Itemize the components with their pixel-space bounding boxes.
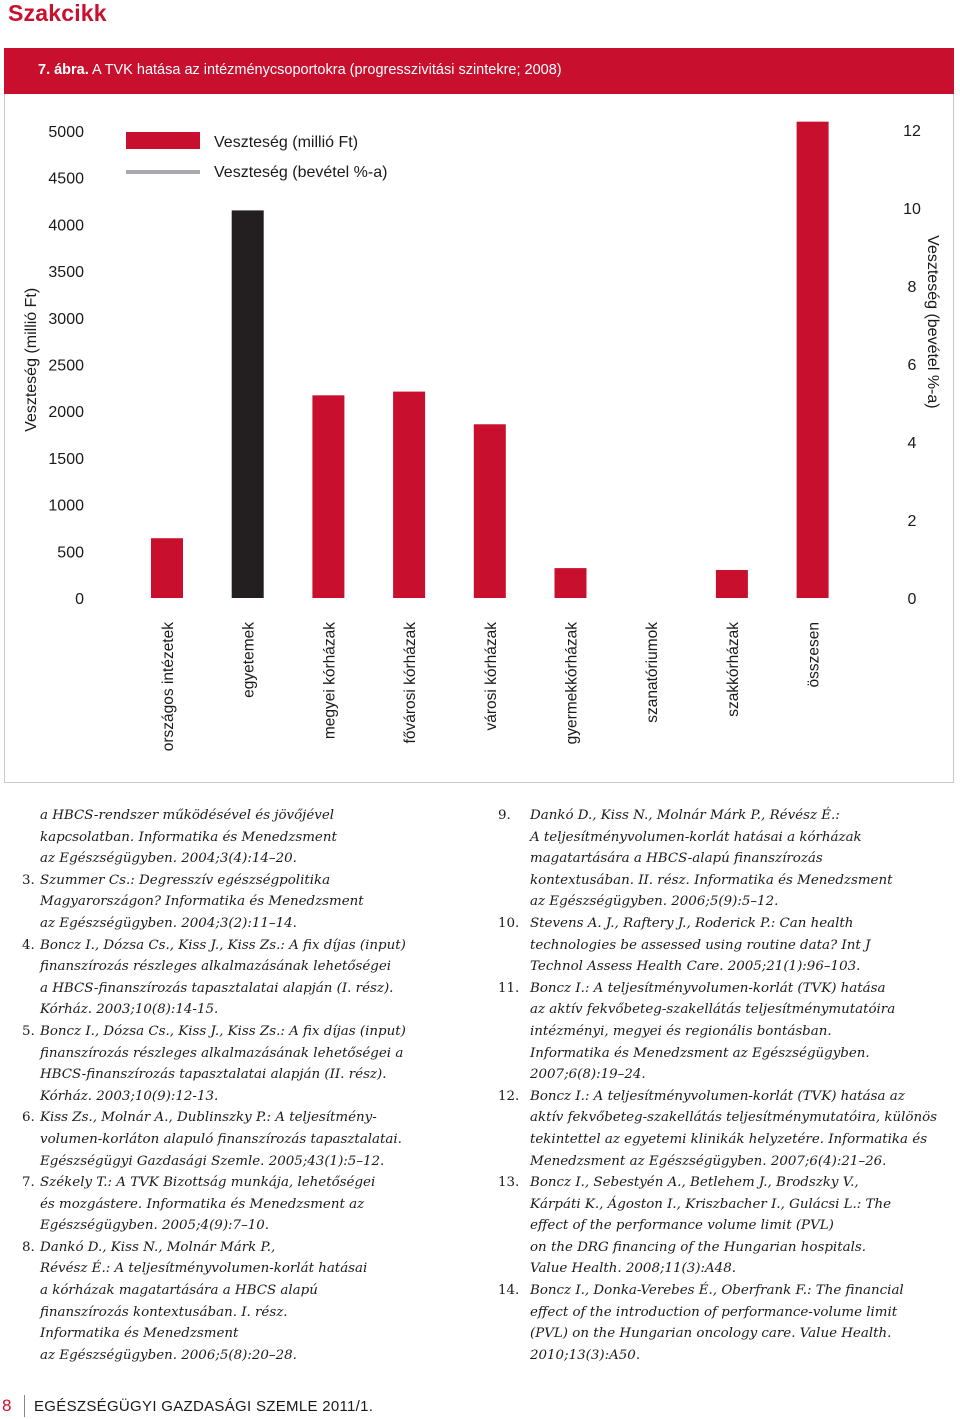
- reference-line: Kárpáti K., Ágoston I., Kriszbacher I., Gulácsi L.: The: [530, 1196, 892, 1212]
- reference-line: Technol Assess Health Care. 2005;21(1):96–103.: [530, 959, 861, 975]
- y2-tick-label: 12: [903, 123, 921, 140]
- reference-line: Révész É.: A teljesítményvolumen-korlát hatásai: [40, 1261, 368, 1277]
- reference-line: finanszírozás kontextusában. I. rész.: [40, 1304, 288, 1320]
- reference-number: 3.: [22, 872, 35, 888]
- reference-item: [22, 1107, 462, 1172]
- reference-number: 5.: [22, 1023, 35, 1039]
- page-number: 8: [2, 1396, 12, 1415]
- reference-line: és mozgástere. Informatika és Menedzsment az: [40, 1196, 365, 1212]
- reference-number: 8.: [22, 1239, 35, 1255]
- reference-line: az Egészségügyben. 2006;5(8):20–28.: [40, 1347, 297, 1363]
- y-tick-label: 3500: [48, 264, 84, 282]
- reference-line: Menedzsment az Egészségügyben. 2007;6(4):21–26.: [530, 1153, 887, 1169]
- reference-line: az aktív fekvőbeteg-szakellátás teljesítménymutatóira: [530, 1002, 896, 1018]
- y2-tick-label: 4: [907, 435, 917, 452]
- reference-number: 14.: [498, 1283, 520, 1299]
- legend-label-line: Veszteség (bevétel %-a): [214, 164, 388, 181]
- legend-swatch-line: [126, 170, 200, 174]
- bar-8: [797, 122, 829, 598]
- reference-item: [22, 1021, 462, 1107]
- reference-item: [498, 1280, 958, 1366]
- reference-line: Boncz I., Dózsa Cs., Kiss J., Kiss Zs.: A fix díjas (input): [40, 937, 406, 953]
- category-label: gyermekkórházak: [563, 622, 581, 745]
- reference-item: [498, 978, 958, 1086]
- category-label: összesen: [805, 622, 823, 688]
- y2-tick-label: 10: [903, 201, 921, 218]
- category-label: városi kórházak: [482, 622, 500, 731]
- reference-line: az Egészségügyben. 2004;3(2):11–14.: [40, 915, 297, 931]
- y2-tick-label: 0: [907, 591, 917, 608]
- y-tick-label: 2500: [48, 357, 84, 375]
- bar-7: [716, 570, 748, 598]
- y-tick-label: 2000: [48, 404, 84, 422]
- reference-line: 2010;13(3):A50.: [530, 1347, 641, 1363]
- reference-line: 2007;6(8):19–24.: [530, 1067, 646, 1083]
- category-label: szakkórházak: [724, 622, 742, 717]
- reference-number: 4.: [22, 937, 35, 953]
- reference-item: [498, 805, 958, 913]
- reference-line: Kórház. 2003;10(9):12-13.: [40, 1088, 219, 1104]
- reference-item: [22, 805, 462, 870]
- bar-3: [393, 392, 425, 598]
- reference-line: A teljesítményvolumen-korlát hatásai a kórházak: [530, 829, 862, 845]
- y2-tick-label: 6: [907, 357, 917, 374]
- reference-line: Dankó D., Kiss N., Molnár Márk P., Révész É.:: [530, 808, 840, 823]
- category-label: megyei kórházak: [321, 622, 339, 740]
- reference-line: az Egészségügyben. 2006;5(9):5–12.: [530, 894, 779, 910]
- reference-line: (PVL) on the Hungarian oncology care. Value Health.: [530, 1326, 892, 1342]
- bar-5: [555, 568, 587, 598]
- reference-number: 6.: [22, 1110, 35, 1126]
- figure-caption-number: 7. ábra.: [38, 62, 89, 78]
- reference-line: volumen-korláton alapuló finanszírozás tapasztalatai.: [40, 1131, 402, 1147]
- reference-number: 7.: [22, 1175, 35, 1191]
- reference-line: Dankó D., Kiss N., Molnár Márk P.,: [40, 1239, 276, 1255]
- reference-line: kapcsolatban. Informatika és Menedzsment: [40, 829, 337, 845]
- reference-line: Value Health. 2008;11(3):A48.: [530, 1261, 736, 1277]
- references-right-column: [498, 805, 958, 1366]
- bar-2: [312, 395, 344, 598]
- reference-line: Magyarországon? Informatika és Menedzsment: [40, 894, 364, 910]
- reference-item: [498, 913, 958, 978]
- y-tick-label: 500: [57, 544, 84, 562]
- reference-item: [22, 1237, 462, 1367]
- reference-line: finanszírozás részleges alkalmazásának lehetőségei: [40, 959, 392, 975]
- legend-label-bar: Veszteség (millió Ft): [214, 134, 359, 151]
- reference-line: Boncz I.: A teljesítményvolumen-korlát (TVK) hatása: [530, 980, 886, 996]
- reference-line: Szummer Cs.: Degresszív egészségpolitika: [40, 872, 331, 888]
- reference-line: Egészségügyi Gazdasági Szemle. 2005;43(1):5–12.: [40, 1153, 385, 1169]
- reference-line: Boncz I., Sebestyén A., Betlehem J., Brodszky V.,: [530, 1175, 859, 1191]
- reference-item: [498, 1086, 958, 1172]
- reference-line: kontextusában. II. rész. Informatika és Menedzsment: [530, 872, 893, 888]
- bar-chart: [0, 95, 960, 780]
- y-axis-title: Veszteség (millió Ft): [23, 287, 40, 432]
- reference-line: technologies be assessed using routine data? Int J: [530, 937, 871, 953]
- reference-line: Kiss Zs., Molnár A., Dublinszky P.: A teljesítmény-: [40, 1110, 377, 1126]
- y2-tick-label: 2: [907, 513, 917, 530]
- reference-number: 11.: [498, 980, 520, 996]
- y-tick-label: 5000: [48, 124, 84, 141]
- reference-line: Boncz I., Dózsa Cs., Kiss J., Kiss Zs.: A fix díjas (input): [40, 1023, 406, 1039]
- category-label: szanatóriumok: [644, 622, 662, 723]
- reference-line: effect of the performance volume limit (PVL): [530, 1218, 834, 1234]
- reference-line: HBCS-finanszírozás tapasztalatai alapján (II. rész).: [40, 1067, 387, 1083]
- bar-4: [474, 424, 506, 598]
- reference-number: 12.: [498, 1088, 520, 1104]
- journal-title: EGÉSZSÉGÜGYI GAZDASÁGI SZEMLE 2011/1.: [34, 1398, 374, 1415]
- reference-line: a kórházak magatartására a HBCS alapú: [40, 1283, 318, 1299]
- category-label: fővárosi kórházak: [402, 622, 420, 744]
- reference-line: aktív fekvőbeteg-szakellátás teljesítménymutatóira, különös: [530, 1110, 938, 1126]
- reference-line: finanszírozás részleges alkalmazásának lehetőségei a: [40, 1045, 404, 1061]
- reference-number: 13.: [498, 1175, 520, 1191]
- reference-line: Informatika és Menedzsment az Egészségügyben.: [530, 1045, 870, 1061]
- reference-item: [498, 1172, 958, 1280]
- reference-line: Egészségügyben. 2005;4(9):7–10.: [40, 1218, 270, 1234]
- reference-line: magatartására a HBCS-alapú finanszírozás: [530, 851, 823, 867]
- reference-line: on the DRG financing of the Hungarian hospitals.: [530, 1239, 866, 1255]
- bar-0: [151, 538, 183, 598]
- reference-line: Stevens A. J., Raftery J., Roderick P.: Can health: [530, 915, 854, 931]
- reference-number: 10.: [498, 915, 520, 931]
- figure-caption: [4, 48, 954, 94]
- reference-line: Informatika és Menedzsment: [40, 1326, 239, 1342]
- reference-line: a HBCS-finanszírozás tapasztalatai alapján (I. rész).: [40, 980, 394, 996]
- reference-line: Székely T.: A TVK Bizottság munkája, lehetőségei: [40, 1175, 376, 1191]
- category-label: egyetemek: [240, 622, 258, 698]
- reference-item: [22, 870, 462, 935]
- category-label: országos intézetek: [160, 622, 177, 752]
- reference-line: Boncz I.: A teljesítményvolumen-korlát (TVK) hatása az: [530, 1088, 905, 1104]
- reference-line: a HBCS-rendszer működésével és jövőjével: [40, 808, 335, 823]
- bar-1: [232, 210, 264, 598]
- y2-axis-title: Veszteség (bevétel %-a): [924, 235, 941, 409]
- reference-item: [22, 1172, 462, 1237]
- footer-divider: [24, 1395, 25, 1417]
- reference-line: effect of the introduction of performance-volume limit: [530, 1304, 898, 1320]
- reference-line: tekintettel az egyetemi klinikák helyzetére. Informatika és: [530, 1131, 928, 1147]
- y-tick-label: 0: [75, 591, 84, 608]
- y-tick-label: 1000: [48, 497, 84, 515]
- y-tick-label: 3000: [48, 310, 84, 328]
- reference-number: 9.: [498, 808, 511, 823]
- y-tick-label: 4500: [48, 170, 84, 188]
- section-title: Szakcikk: [8, 0, 107, 26]
- page-footer: [0, 1395, 960, 1419]
- reference-line: Boncz I., Donka-Verebes É., Oberfrank F.: The financial: [530, 1283, 904, 1299]
- figure-caption-text: A TVK hatása az intézménycsoportokra (progresszivitási szintekre; 2008): [92, 62, 562, 78]
- reference-line: az Egészségügyben. 2004;3(4):14–20.: [40, 851, 297, 867]
- references-left-column: [22, 805, 462, 1366]
- reference-line: Kórház. 2003;10(8):14-15.: [40, 1002, 219, 1018]
- y2-tick-label: 8: [907, 279, 917, 296]
- y-tick-label: 4000: [48, 217, 84, 235]
- reference-item: [22, 935, 462, 1021]
- legend-swatch-bar: [126, 132, 200, 149]
- y-tick-label: 1500: [48, 450, 84, 468]
- reference-line: intézményi, megyei és regionális bontásban.: [530, 1023, 832, 1039]
